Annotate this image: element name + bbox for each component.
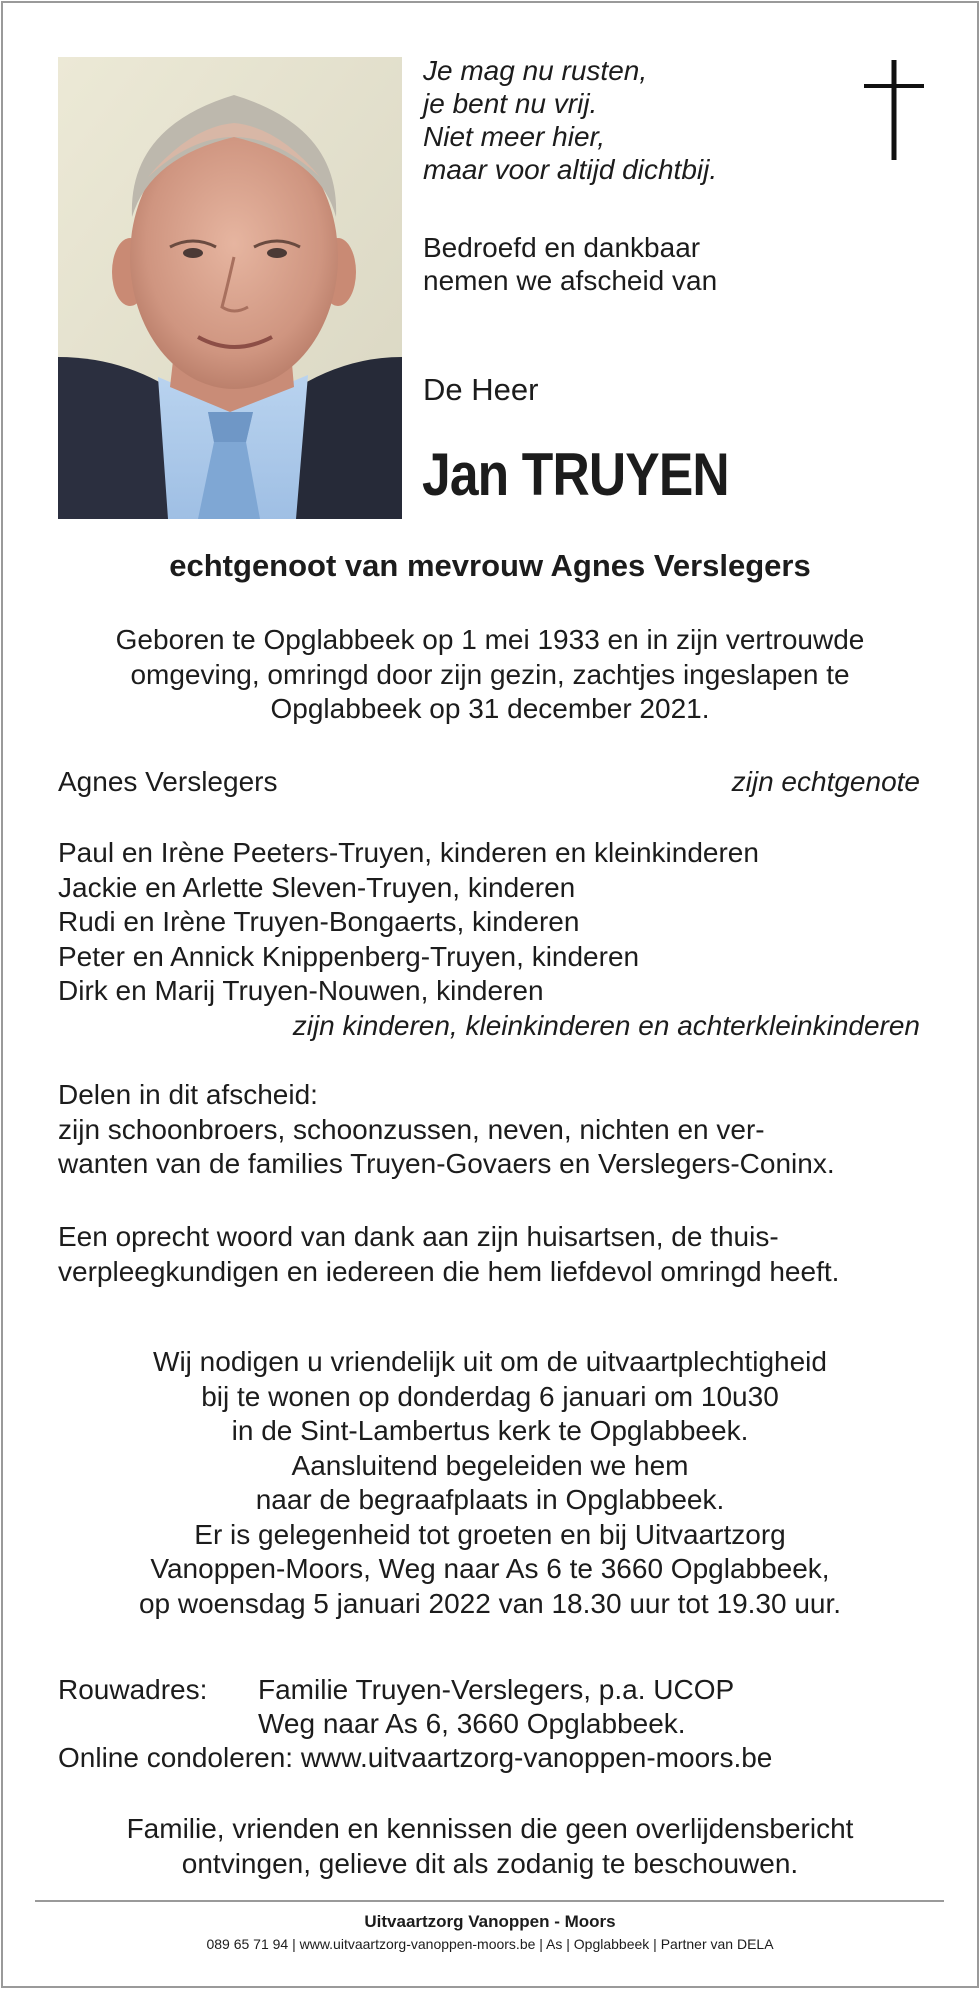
footer-info: 089 65 71 94 | www.uitvaartzorg-vanoppen-moors.be | As | Opglabbeek | Partner van DELA [206, 1936, 774, 1952]
intro-line: Bedroefd en dankbaar [423, 232, 701, 263]
notice-paragraph [0, 1812, 980, 1881]
footer-divider [35, 1900, 944, 1902]
mourning-address-label: Rouwadres: [58, 1674, 208, 1705]
mourning-address-line: Weg naar As 6, 3660 Opglabbeek. [258, 1708, 686, 1739]
list-item: Dirk en Marij Truyen-Nouwen, kinderen [58, 975, 544, 1006]
info-line: Opglabbeek op 31 december 2021. [270, 693, 710, 724]
poem-line: maar voor altijd dichtbij. [423, 154, 718, 185]
spouse-row [58, 766, 920, 798]
thanks-line: Een oprecht woord van dank aan zijn huisartsen, de thuis- [58, 1221, 779, 1252]
online-condolence: Online condoleren: www.uitvaartzorg-vanoppen-moors.be [58, 1742, 773, 1773]
intro-text [423, 231, 717, 297]
ceremony-line: Wij nodigen u vriendelijk uit om de uitvaartplechtigheid [153, 1346, 827, 1377]
children-role: zijn kinderen, kleinkinderen en achterkleinkinderen [292, 1010, 920, 1041]
ceremony-line: op woensdag 5 januari 2022 van 18.30 uur tot 19.30 uur. [138, 1587, 842, 1619]
notice-line: ontvingen, gelieve dit als zodanig te beschouwen. [181, 1847, 799, 1879]
latin-cross-icon [864, 60, 924, 160]
ceremony-line: Vanoppen-Moors, Weg naar As 6 te 3660 Opglabbeek, [150, 1553, 830, 1584]
info-line: Geboren te Opglabbeek op 1 mei 1933 en in zijn vertrouwde [115, 624, 865, 655]
deceased-name: Jan TRUYEN [422, 441, 729, 508]
share-line: wanten van de families Truyen-Govaers en Verslegers-Coninx. [58, 1148, 835, 1179]
ceremony-line: in de Sint-Lambertus kerk te Opglabbeek. [231, 1415, 749, 1446]
footer-title: Uitvaartzorg Vanoppen - Moors [364, 1912, 616, 1931]
spouse-name: Agnes Verslegers [58, 766, 278, 797]
children-list [58, 836, 759, 1009]
list-item: Peter en Annick Knippenberg-Truyen, kinderen [58, 940, 640, 972]
list-item: Paul en Irène Peeters-Truyen, kinderen en kleinkinderen [58, 837, 759, 868]
share-line: Delen in dit afscheid: [58, 1079, 318, 1110]
poem-line: Niet meer hier, [423, 121, 606, 152]
info-line: omgeving, omringd door zijn gezin, zachtjes ingeslapen te [130, 658, 850, 690]
mourning-address-line: Familie Truyen-Verslegers, p.a. UCOP [258, 1674, 735, 1705]
poem-line: Je mag nu rusten, [423, 55, 648, 86]
notice-line: Familie, vrienden en kennissen die geen overlijdensbericht [126, 1813, 854, 1844]
ceremony-line: Aansluitend begeleiden we hem [291, 1449, 689, 1481]
birth-death-info [0, 623, 980, 727]
ceremony-line: naar de begraafplaats in Opglabbeek. [255, 1484, 725, 1515]
poem [423, 54, 717, 186]
share-paragraph [58, 1078, 835, 1182]
salutation: De Heer [423, 372, 539, 407]
intro-line: nemen we afscheid van [423, 265, 718, 296]
share-line: zijn schoonbroers, schoonzussen, neven, nichten en ver- [58, 1113, 765, 1145]
ceremony-line: Er is gelegenheid tot groeten en bij Uitvaartzorg [194, 1518, 786, 1550]
portrait-photo [58, 57, 402, 519]
thanks-line: verpleegkundigen en iedereen die hem liefdevol omringd heeft. [58, 1255, 840, 1287]
thanks-paragraph [58, 1220, 839, 1289]
list-item: Jackie en Arlette Sleven-Truyen, kinderen [58, 871, 576, 903]
ceremony-paragraph [0, 1345, 980, 1621]
mourning-address [58, 1673, 772, 1775]
spouse-line: echtgenoot van mevrouw Agnes Verslegers [169, 548, 811, 583]
poem-line: je bent nu vrij. [423, 88, 598, 119]
spouse-role: zijn echtgenote [731, 766, 920, 797]
list-item: Rudi en Irène Truyen-Bongaerts, kinderen [58, 906, 580, 937]
ceremony-line: bij te wonen op donderdag 6 januari om 10u30 [201, 1380, 779, 1412]
